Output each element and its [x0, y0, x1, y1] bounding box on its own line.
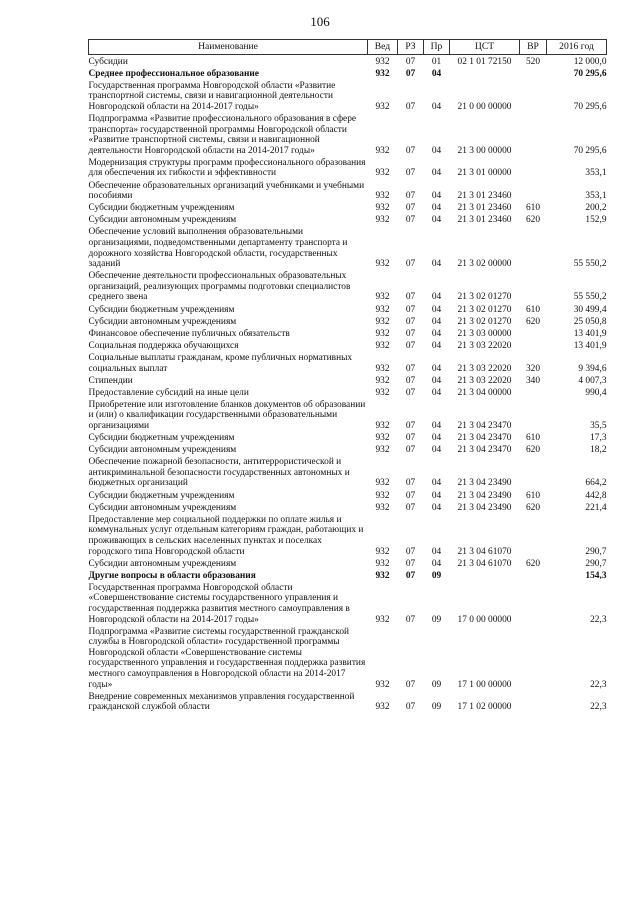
row-vr — [520, 179, 547, 202]
row-pr: 09 — [431, 702, 442, 713]
row-name: Обеспечение пожарной безопасности, антитеррористической и антикриминальной безопасности государственных автономных и бюджетных организаций — [88, 457, 350, 489]
row-ved: 932 — [375, 304, 390, 315]
row-name: Подпрограмма «Развитие системы государственной гражданской службы в Новгородской области» государственной программы Новгородской области «Совершенствование системы государственного управления и государственная поддержка развития местного самоуправления в Новгородской области на 2014-2017 годы» — [88, 626, 366, 690]
row-pr: 04 — [431, 292, 442, 303]
row-cst: 21 3 02 01270 — [457, 316, 512, 327]
row-vr — [520, 513, 547, 557]
row-rz: 07 — [405, 68, 416, 79]
row-pr: 04 — [431, 340, 442, 351]
row-name: Субсидии автономным учреждениям — [88, 558, 237, 569]
row-ved: 932 — [375, 702, 390, 713]
row-amount: 18,2 — [590, 445, 607, 456]
row-pr: 04 — [431, 259, 442, 270]
row-rz: 07 — [405, 328, 416, 339]
row-amount: 22,3 — [590, 679, 607, 690]
row-ved: 932 — [375, 375, 390, 386]
table-row — [89, 339, 607, 351]
row-cst: 21 3 01 23460 — [457, 215, 512, 226]
row-amount: 990,4 — [585, 387, 607, 398]
row-rz: 07 — [405, 387, 416, 398]
row-ved: 932 — [375, 215, 390, 226]
table-row — [89, 226, 607, 270]
row-rz: 07 — [405, 259, 416, 270]
row-amount: 152,9 — [585, 215, 607, 226]
row-pr: 09 — [431, 679, 442, 690]
row-pr: 04 — [431, 558, 442, 569]
table-header-row — [89, 40, 607, 55]
row-cst: 21 3 04 23490 — [457, 478, 512, 489]
table-row — [89, 513, 607, 557]
row-amount: 25 050,8 — [573, 316, 607, 327]
table-row — [89, 625, 607, 690]
header-name: Наименование — [89, 40, 368, 55]
row-cst: 21 3 03 22020 — [457, 363, 512, 374]
row-ved: 932 — [375, 145, 390, 156]
table-row — [89, 690, 607, 713]
row-cst: 21 3 03 22020 — [457, 375, 512, 386]
row-vr — [520, 339, 547, 351]
row-vr: 610 — [525, 304, 541, 315]
row-cst: 21 3 04 00000 — [457, 387, 512, 398]
row-vr — [520, 156, 547, 179]
row-amount: 4 007,3 — [578, 375, 607, 386]
row-ved: 932 — [375, 328, 390, 339]
row-rz: 07 — [405, 191, 416, 202]
row-cst: 21 3 01 23460 — [457, 191, 512, 202]
row-name: Субсидии автономным учреждениям — [88, 316, 237, 327]
row-ved: 932 — [375, 68, 390, 79]
row-amount: 13 401,9 — [573, 328, 607, 339]
row-name: Социальные выплаты гражданам, кроме публичных нормативных социальных выплат — [88, 352, 353, 374]
row-ved: 932 — [375, 340, 390, 351]
row-amount: 221,4 — [585, 502, 607, 513]
row-pr: 04 — [431, 375, 442, 386]
table-row — [89, 398, 607, 431]
table-row — [89, 456, 607, 489]
row-cst: 21 3 04 23470 — [457, 433, 512, 444]
row-cst: 21 3 01 23460 — [457, 203, 512, 214]
row-vr: 610 — [525, 433, 541, 444]
row-rz: 07 — [405, 570, 416, 581]
header-vr: ВР — [520, 40, 547, 55]
row-pr: 09 — [431, 570, 442, 581]
table-row — [89, 351, 607, 374]
row-vr — [520, 226, 547, 270]
row-ved: 932 — [375, 679, 390, 690]
row-cst: 17 1 00 00000 — [457, 679, 512, 690]
row-rz: 07 — [405, 502, 416, 513]
row-name: Государственная программа Новгородской области «Совершенствование системы государственного управления и государственная поддержка развития местного самоуправления в Новгородской области на 2014-2017 годы» — [88, 582, 350, 625]
table-row — [89, 270, 607, 303]
row-vr — [520, 625, 547, 690]
row-ved: 932 — [375, 363, 390, 374]
row-cst: 21 3 04 23490 — [457, 490, 512, 501]
row-pr: 04 — [431, 215, 442, 226]
row-amount: 55 550,2 — [573, 259, 607, 270]
row-amount: 12 000,0 — [573, 56, 607, 67]
row-rz: 07 — [405, 478, 416, 489]
row-rz: 07 — [405, 340, 416, 351]
table-row — [89, 214, 607, 226]
row-cst: 02 1 01 72150 — [457, 56, 512, 67]
row-pr: 04 — [431, 421, 442, 431]
row-vr — [520, 327, 547, 339]
row-rz: 07 — [405, 614, 416, 625]
row-amount: 290,7 — [585, 546, 607, 557]
row-name: Подпрограмма «Развитие профессионального образования в сфере транспорта» государственной программы Новгородской области «Развитие транспортной системы, связи и навигационной деятельности Новгородской области на 2014-2017 годы» — [88, 113, 357, 156]
table-row — [89, 303, 607, 315]
row-pr: 04 — [431, 168, 442, 179]
row-vr: 340 — [525, 375, 541, 386]
row-name: Субсидии бюджетным учреждениям — [88, 304, 235, 315]
row-rz: 07 — [405, 292, 416, 303]
row-ved: 932 — [375, 259, 390, 270]
row-cst: 21 3 02 01270 — [457, 292, 512, 303]
row-amount: 200,2 — [585, 203, 607, 214]
row-rz: 07 — [405, 421, 416, 431]
row-rz: 07 — [405, 490, 416, 501]
row-vr — [520, 690, 547, 713]
row-rz: 07 — [405, 56, 416, 67]
row-cst: 21 3 04 23470 — [457, 445, 512, 456]
row-amount: 70 295,6 — [573, 68, 607, 79]
row-name: Государственная программа Новгородской области «Развитие транспортной системы, связи и навигационной деятельности Новгородской области на 2014-2017 годы» — [88, 80, 336, 112]
row-cst: 21 3 04 61070 — [457, 558, 512, 569]
row-name: Предоставление мер социальной поддержки по оплате жилья и коммунальных услуг отдельным категориям граждан, работающих и проживающих в сельских населенных пунктах и поселках городского типа Новгородской области — [88, 514, 364, 557]
row-amount: 154,3 — [585, 570, 607, 581]
row-amount: 442,8 — [585, 490, 607, 501]
table-row — [89, 55, 607, 68]
row-cst: 21 3 00 00000 — [457, 145, 512, 156]
row-amount: 13 401,9 — [573, 340, 607, 351]
row-amount: 22,3 — [590, 614, 607, 625]
row-ved: 932 — [375, 546, 390, 557]
table-row — [89, 569, 607, 581]
row-name: Обеспечение условий выполнения образовательными организациями, подведомственными департаменту транспорта и дорожного хозяйства Новгородской области, государственных заданий — [88, 227, 348, 270]
row-cst: 21 3 02 00000 — [457, 259, 512, 270]
row-name: Предоставление субсидий на иные цели — [88, 387, 249, 398]
table-body — [89, 55, 607, 713]
row-vr — [520, 569, 547, 581]
row-pr: 04 — [431, 304, 442, 315]
row-pr: 04 — [431, 145, 442, 156]
row-vr — [520, 386, 547, 398]
row-vr — [520, 398, 547, 431]
row-ved: 932 — [375, 292, 390, 303]
row-name: Субсидии автономным учреждениям — [88, 502, 237, 513]
row-name: Финансовое обеспечение публичных обязательств — [88, 328, 290, 339]
row-amount: 664,2 — [585, 478, 607, 489]
table-row — [89, 444, 607, 456]
row-rz: 07 — [405, 433, 416, 444]
header-cst: ЦСТ — [450, 40, 520, 55]
row-amount: 22,3 — [590, 702, 607, 713]
row-vr — [520, 67, 547, 79]
row-ved: 932 — [375, 502, 390, 513]
row-cst: 21 3 04 23470 — [457, 421, 512, 431]
row-vr — [520, 112, 547, 156]
row-vr — [520, 456, 547, 489]
row-vr: 320 — [525, 363, 541, 374]
header-rz: РЗ — [398, 40, 424, 55]
row-rz: 07 — [405, 145, 416, 156]
row-name: Другие вопросы в области образования — [88, 570, 256, 581]
row-pr: 09 — [431, 614, 442, 625]
row-pr: 04 — [431, 68, 442, 79]
row-amount: 9 394,6 — [578, 363, 607, 374]
row-vr: 620 — [525, 316, 541, 327]
row-ved: 932 — [375, 56, 390, 67]
table-row — [89, 315, 607, 327]
row-name: Субсидии автономным учреждениям — [88, 445, 237, 456]
row-ved: 932 — [375, 168, 390, 179]
row-cst: 17 0 00 00000 — [457, 614, 512, 625]
header-ved: Вед — [368, 40, 398, 55]
row-pr: 04 — [431, 445, 442, 456]
row-pr: 04 — [431, 101, 442, 112]
row-rz: 07 — [405, 546, 416, 557]
row-vr: 520 — [525, 56, 541, 67]
row-amount: 70 295,6 — [573, 145, 607, 156]
row-rz: 07 — [405, 375, 416, 386]
table-row — [89, 432, 607, 444]
row-vr: 620 — [525, 558, 541, 569]
row-vr — [520, 270, 547, 303]
row-name: Обеспечение деятельности профессиональных образовательных организаций, реализующих программы подготовки специалистов среднего звена — [88, 271, 351, 303]
page-number: 106 — [310, 14, 330, 29]
row-ved: 932 — [375, 421, 390, 431]
row-vr — [520, 79, 547, 112]
row-amount: 55 550,2 — [573, 292, 607, 303]
row-ved: 932 — [375, 445, 390, 456]
row-amount: 353,1 — [585, 168, 607, 179]
row-pr: 04 — [431, 478, 442, 489]
row-ved: 932 — [375, 614, 390, 625]
row-vr: 620 — [525, 502, 541, 513]
row-name: Субсидии бюджетным учреждениям — [88, 203, 235, 214]
row-name: Модернизация структуры программ профессионального образования для обеспечения их гибкости и эффективности — [88, 157, 366, 179]
row-pr: 04 — [431, 387, 442, 398]
row-name: Приобретение или изготовление бланков документов об образовании и (или) о квалификации государственными образовательными организациями — [88, 399, 366, 431]
row-rz: 07 — [405, 215, 416, 226]
row-ved: 932 — [375, 203, 390, 214]
row-vr — [520, 581, 547, 625]
row-ved: 932 — [375, 191, 390, 202]
table-row — [89, 79, 607, 112]
row-pr: 04 — [431, 490, 442, 501]
row-name: Стипендии — [88, 375, 133, 386]
row-cst: 17 1 02 00000 — [457, 702, 512, 713]
row-amount: 30 499,4 — [573, 304, 607, 315]
row-rz: 07 — [405, 316, 416, 327]
row-vr: 620 — [525, 445, 541, 456]
row-ved: 932 — [375, 387, 390, 398]
header-amount: 2016 год — [547, 40, 607, 55]
row-vr: 620 — [525, 215, 541, 226]
row-ved: 932 — [375, 558, 390, 569]
row-rz: 07 — [405, 702, 416, 713]
row-cst: 21 3 01 00000 — [457, 168, 512, 179]
row-name: Субсидии — [88, 56, 128, 67]
row-rz: 07 — [405, 363, 416, 374]
row-pr: 04 — [431, 203, 442, 214]
row-cst: 21 3 04 61070 — [457, 546, 512, 557]
row-pr: 01 — [431, 56, 442, 67]
table-row — [89, 374, 607, 386]
table-row — [89, 202, 607, 214]
row-cst — [450, 67, 520, 79]
row-amount: 290,7 — [585, 558, 607, 569]
row-cst: 21 3 03 22020 — [457, 340, 512, 351]
row-cst: 21 3 04 23490 — [457, 502, 512, 513]
table-row — [89, 501, 607, 513]
row-pr: 04 — [431, 546, 442, 557]
table-row — [89, 581, 607, 625]
row-rz: 07 — [405, 445, 416, 456]
row-name: Субсидии бюджетным учреждениям — [88, 490, 235, 501]
table-row — [89, 489, 607, 501]
row-pr: 04 — [431, 328, 442, 339]
row-name: Среднее профессиональное образование — [88, 68, 259, 79]
row-pr: 04 — [431, 316, 442, 327]
row-ved: 932 — [375, 101, 390, 112]
table-row — [89, 386, 607, 398]
row-rz: 07 — [405, 558, 416, 569]
table-row — [89, 112, 607, 156]
row-ved: 932 — [375, 433, 390, 444]
row-ved: 932 — [375, 478, 390, 489]
row-amount: 35,5 — [590, 421, 607, 431]
row-rz: 07 — [405, 679, 416, 690]
row-rz: 07 — [405, 101, 416, 112]
row-pr: 04 — [431, 363, 442, 374]
row-name: Обеспечение образовательных организаций учебниками и учебными пособиями — [88, 180, 365, 202]
header-pr: Пр — [424, 40, 450, 55]
row-cst: 21 0 00 00000 — [457, 101, 512, 112]
table-row — [89, 327, 607, 339]
row-name: Внедрение современных механизмов управления государственной гражданской службой области — [88, 691, 355, 713]
row-ved: 932 — [375, 570, 390, 581]
row-vr: 610 — [525, 203, 541, 214]
row-name: Субсидии автономным учреждениям — [88, 215, 237, 226]
row-name: Социальная поддержка обучающихся — [88, 340, 239, 351]
row-rz: 07 — [405, 168, 416, 179]
row-amount: 17,3 — [590, 433, 607, 444]
budget-table — [88, 39, 607, 713]
row-cst: 21 3 03 00000 — [457, 328, 512, 339]
table-row — [89, 179, 607, 202]
row-vr: 610 — [525, 490, 541, 501]
row-ved: 932 — [375, 490, 390, 501]
table-row — [89, 557, 607, 569]
row-cst: 21 3 02 01270 — [457, 304, 512, 315]
row-ved: 932 — [375, 316, 390, 327]
row-pr: 04 — [431, 191, 442, 202]
row-pr: 04 — [431, 433, 442, 444]
row-name: Субсидии бюджетным учреждениям — [88, 433, 235, 444]
row-rz: 07 — [405, 203, 416, 214]
row-amount: 353,1 — [585, 191, 607, 202]
row-cst — [450, 569, 520, 581]
row-amount: 70 295,6 — [573, 101, 607, 112]
table-row — [89, 67, 607, 79]
table-row — [89, 156, 607, 179]
row-rz: 07 — [405, 304, 416, 315]
row-pr: 04 — [431, 502, 442, 513]
